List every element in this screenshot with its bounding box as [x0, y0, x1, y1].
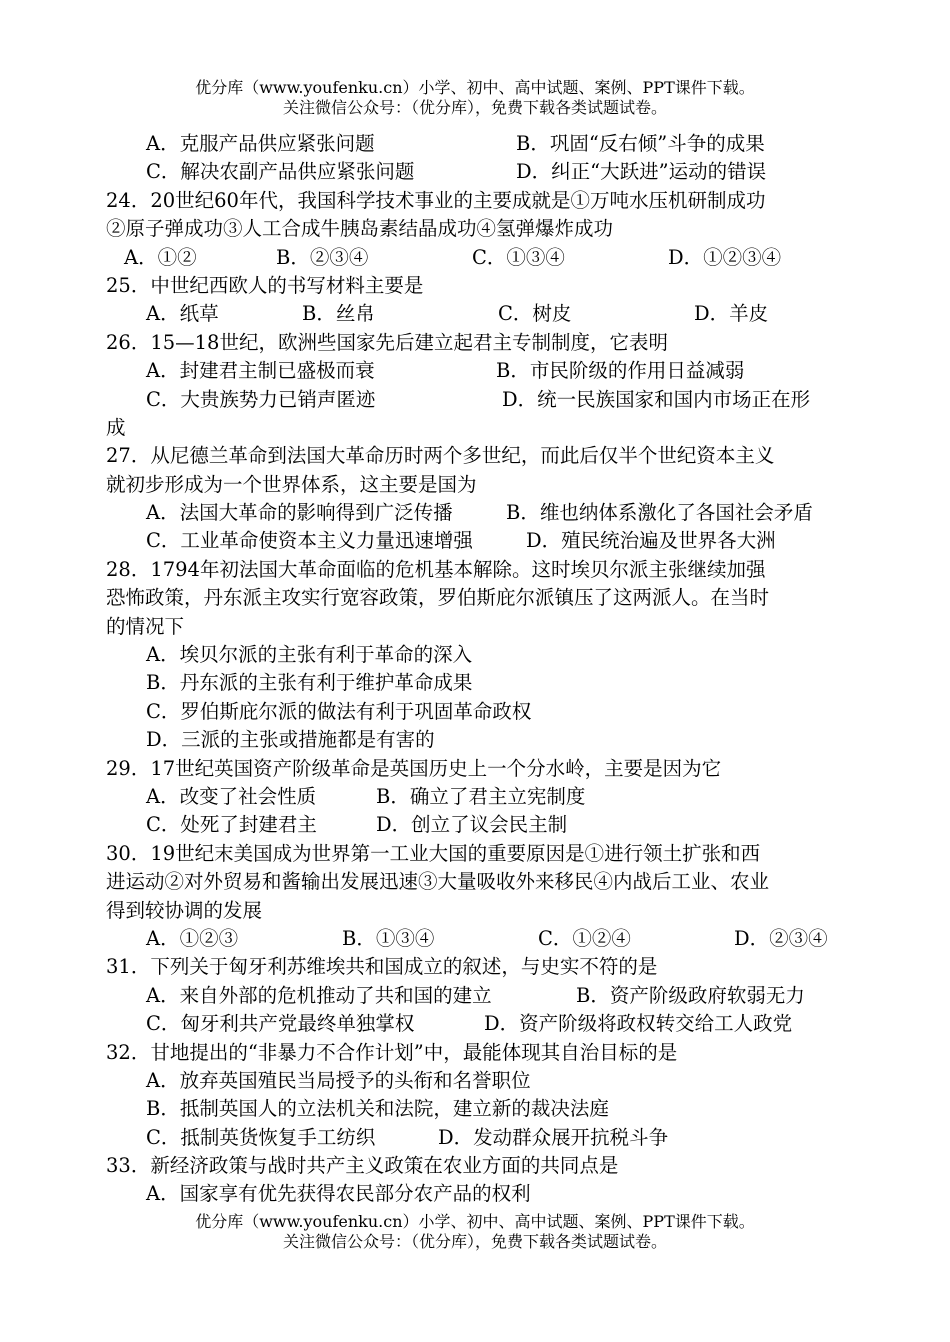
q32-option-a: A．放弃英国殖民当局授予的头衔和名誉职位	[146, 1068, 531, 1092]
q28-option-d: D．三派的主张或措施都是有害的	[146, 728, 435, 752]
q26-option-a: A．封建君主制已盛极而衰	[146, 359, 375, 383]
q25-option-b: B．丝帛	[302, 302, 375, 326]
q27-options-row-1	[106, 499, 852, 527]
q30-stem-line-2: 进运动②对外贸易和酱输出发展迅速③大量吸收外来移民④内战后工业、农业	[106, 870, 770, 894]
q24-option-c: C．①③④	[472, 245, 565, 269]
q26-options-row-2	[106, 386, 852, 414]
q32-options-row-cd	[106, 1124, 852, 1152]
q30-stem-line-1: 30．19世纪末美国成为世界第一工业大国的重要原因是①进行领土扩张和西	[106, 841, 761, 865]
q25-stem: 25．中世纪西欧人的书写材料主要是	[106, 273, 424, 297]
q29-option-b: B．确立了君主立宪制度	[376, 784, 586, 808]
q29-option-d: D．创立了议会民主制	[376, 813, 568, 837]
q23-option-d: D．纠正“大跃进”运动的错误	[516, 160, 767, 184]
q27-option-c: C．工业革命使资本主义力量迅速增强	[146, 529, 473, 553]
q29-options-row-2	[106, 811, 852, 839]
header-line-1: 优分库（www.youfenku.cn）小学、初中、高中试题、案例、PPT课件下载。	[195, 78, 755, 97]
q23-option-b: B．巩固“反右倾”斗争的成果	[516, 132, 765, 155]
q24-option-a: A．①②	[124, 245, 197, 269]
q31-option-d: D．资产阶级将政权转交给工人政党	[484, 1012, 793, 1036]
q28-option-c: C．罗伯斯庇尔派的做法有利于巩固革命政权	[146, 699, 532, 723]
q32-option-c: C．抵制英货恢复手工纺织	[146, 1125, 376, 1149]
q32-stem: 32．甘地提出的“非暴力不合作计划”中，最能体现其自治目标的是	[106, 1040, 678, 1064]
q30-option-d: D．②③④	[734, 926, 828, 950]
q24-option-b: B．②③④	[276, 245, 369, 269]
footer-line-2: 关注微信公众号：（优分库），免费下载各类试题试卷。	[282, 1232, 667, 1251]
q28-stem-line-2: 恐怖政策，丹东派主攻实行宽容政策，罗伯斯庇尔派镇压了这两派人。在当时	[106, 586, 770, 610]
q24-options	[106, 244, 852, 272]
q23-option-a: A．克服产品供应紧张问题	[146, 132, 375, 155]
q29-option-c: C．处死了封建君主	[146, 813, 317, 837]
q25-option-c: C．树皮	[498, 302, 572, 326]
q31-option-c: C．匈牙利共产党最终单独掌权	[146, 1012, 415, 1036]
exam-content	[106, 130, 852, 1209]
q31-option-a: A．来自外部的危机推动了共和国的建立	[146, 983, 492, 1007]
q31-stem: 31．下列关于匈牙利苏维埃共和国成立的叙述，与史实不符的是	[106, 955, 658, 979]
footer-line-1: 优分库（www.youfenku.cn）小学、初中、高中试题、案例、PPT课件下载。	[195, 1212, 755, 1231]
q25-options	[106, 300, 852, 328]
q28-stem-line-1: 28．1794年初法国大革命面临的危机基本解除。这时埃贝尔派主张继续加强	[106, 557, 766, 581]
q33-stem: 33．新经济政策与战时共产主义政策在农业方面的共同点是	[106, 1154, 619, 1178]
q25-option-d: D．羊皮	[694, 302, 769, 326]
q26-stem: 26．15—18世纪，欧洲些国家先后建立起君主专制制度，它表明	[106, 330, 668, 354]
q23-option-c: C．解决农副产品供应紧张问题	[146, 160, 415, 184]
q24-stem-line-2: ②原子弹成功③人工合成牛胰岛素结晶成功④氢弹爆炸成功	[106, 217, 614, 241]
q24-stem-line-1: 24．20世纪60年代，我国科学技术事业的主要成就是①万吨水压机研制成功	[106, 188, 766, 212]
q25-option-a: A．纸草	[146, 302, 219, 326]
q30-stem-line-3: 得到较协调的发展	[106, 898, 263, 922]
q26-options-row-1	[106, 357, 852, 385]
q31-option-b: B．资产阶级政府软弱无力	[576, 983, 805, 1007]
q26-option-c: C．大贵族势力已销声匿迹	[146, 387, 376, 411]
q26-option-d-continuation: 成	[106, 415, 126, 439]
q29-option-a: A．改变了社会性质	[146, 784, 317, 808]
q27-stem-line-1: 27．从尼德兰革命到法国大革命历时两个多世纪，而此后仅半个世纪资本主义	[106, 444, 775, 468]
q24-option-d: D．①②③④	[668, 245, 782, 269]
page-header	[0, 78, 950, 118]
q30-option-c: C．①②④	[538, 926, 631, 950]
q30-option-a: A．①②③	[146, 926, 239, 950]
q31-options-row-1	[106, 982, 852, 1010]
q23-options-row-1	[106, 130, 852, 158]
header-line-2: 关注微信公众号：（优分库），免费下载各类试题试卷。	[282, 98, 667, 117]
q29-options-row-1	[106, 783, 852, 811]
q30-option-b: B．①③④	[342, 926, 435, 950]
q26-option-d: D．统一民族国家和国内市场正在形	[502, 387, 811, 411]
q27-options-row-2	[106, 527, 852, 555]
q28-stem-line-3: 的情况下	[106, 614, 185, 638]
q27-option-a: A．法国大革命的影响得到广泛传播	[146, 501, 453, 525]
q26-option-b: B．市民阶级的作用日益减弱	[496, 359, 745, 383]
q27-stem-line-2: 就初步形成为一个世界体系，这主要是国为	[106, 472, 477, 496]
q33-option-a: A．国家享有优先获得农民部分农产品的权利	[146, 1182, 531, 1206]
q32-option-b: B．抵制英国人的立法机关和法院，建立新的裁决法庭	[146, 1097, 609, 1121]
q29-stem: 29．17世纪英国资产阶级革命是英国历史上一个分水岭，主要是因为它	[106, 756, 722, 780]
q31-options-row-2	[106, 1010, 852, 1038]
q28-option-a: A．埃贝尔派的主张有利于革命的深入	[146, 643, 473, 667]
q28-option-b: B．丹东派的主张有利于维护革命成果	[146, 671, 473, 695]
q30-options	[106, 925, 852, 953]
q27-option-d: D．殖民统治遍及世界各大洲	[526, 529, 776, 553]
q32-option-d: D．发动群众展开抗税斗争	[438, 1125, 669, 1149]
page-footer	[0, 1212, 950, 1252]
q23-options-row-2	[106, 158, 852, 186]
q27-option-b: B．维也纳体系激化了各国社会矛盾	[506, 501, 813, 525]
